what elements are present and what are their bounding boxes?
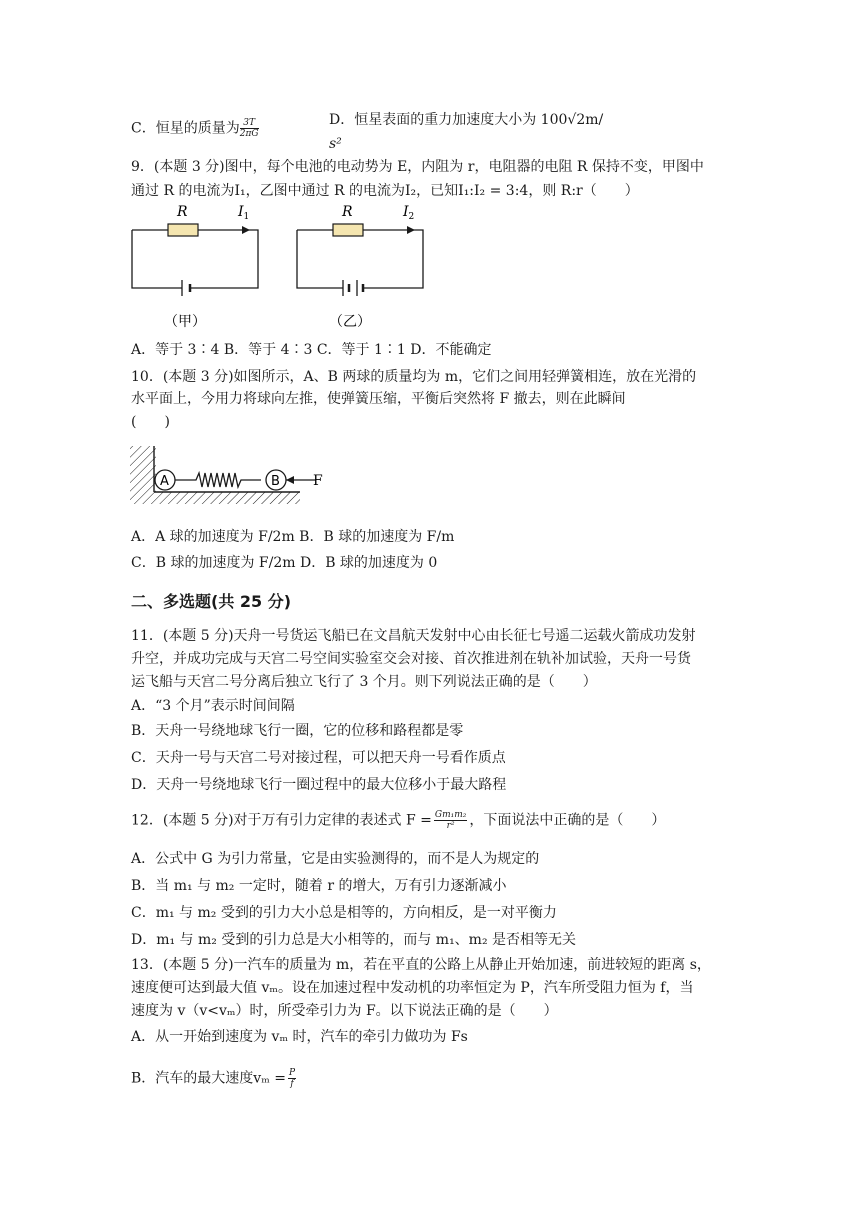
- q10-ball-a-label: A: [160, 474, 169, 489]
- q10-stem-line1: 10．(本题 3 分)如图所示，A、B 两球的质量均为 m，它们之间用轻弹簧相连，放在光滑的: [131, 369, 697, 385]
- q13-option-b-denominator: f: [290, 1079, 294, 1089]
- q9-jia-caption: （甲）: [164, 314, 206, 330]
- q9-stem-line1: 9．(本题 3 分)图中，每个电池的电动势为 E，内阻为 r，电阻器的电阻 R 保持不变，甲图中: [131, 159, 704, 175]
- q10-stem-line2: 水平面上，今用力将球向左推，使弹簧压缩，平衡后突然将 F 撤去，则在此瞬间: [131, 391, 626, 407]
- q8-option-c: [131, 118, 259, 139]
- section-title-multiple-choice: 二、多选题(共 25 分): [131, 592, 292, 611]
- q10-force-label: F: [313, 473, 323, 489]
- q10-options-ab: A．A 球的加速度为 F/2m B．B 球的加速度为 F/m: [131, 529, 455, 545]
- q12-option-b: B．当 m₁ 与 m₂ 一定时，随着 r 的增大，万有引力逐渐减小: [131, 878, 507, 894]
- q11-option-a: A．“3 个月”表示时间间隔: [131, 698, 295, 714]
- q11-stem-line3: 运飞船与天宫二号分离后独立飞行了 3 个月。则下列说法正确的是（ ）: [131, 674, 597, 690]
- q13-stem-line1: 13．(本题 5 分)一汽车的质量为 m，若在平直的公路上从静止开始加速，前进较短的距离 s，: [131, 957, 711, 973]
- q9-yi-current-label: $I_2$: [403, 204, 415, 222]
- q9-yi-caption: （乙）: [329, 314, 371, 330]
- q12-formula-numerator: Gm₁m₂: [434, 810, 467, 820]
- q8-option-c-numerator: 3T: [240, 118, 259, 129]
- q13-option-b-numerator: P: [288, 1068, 296, 1078]
- q8-option-c-text: C．恒星的质量为: [131, 120, 240, 137]
- q13-stem-line3: 速度为 v（v<vₘ）时，所受牵引力为 F。以下说法正确的是（ ）: [131, 1003, 558, 1019]
- q12-option-c: C．m₁ 与 m₂ 受到的引力大小总是相等的，方向相反，是一对平衡力: [131, 905, 557, 921]
- q10-stem-line3: ( ): [131, 414, 170, 430]
- q9-options: A．等于 3∶4 B．等于 4∶3 C．等于 1∶1 D．不能确定: [131, 342, 492, 358]
- q12-option-a: A．公式中 G 为引力常量，它是由实验测得的，而不是人为规定的: [131, 851, 540, 867]
- q13-option-a: A．从一开始到速度为 vₘ 时，汽车的牵引力做功为 Fs: [131, 1029, 468, 1045]
- q12-formula-denominator: r²: [446, 821, 455, 831]
- q13-option-b-pre: B．汽车的最大速度vₘ =: [131, 1070, 286, 1087]
- q11-stem-line1: 11．(本题 5 分)天舟一号货运飞船已在文昌航天发射中心由长征七号遥二运载火箭成功发射: [131, 628, 696, 644]
- q8-option-c-fraction: [240, 118, 259, 139]
- q10-ball-b-label: B: [271, 474, 280, 489]
- q12-option-d: D．m₁ 与 m₂ 受到的引力总是大小相等的，而与 m₁、m₂ 是否相等无关: [131, 932, 577, 948]
- q10-options-cd: C．B 球的加速度为 F/2m D．B 球的加速度为 0: [131, 555, 438, 571]
- q9-yi-resistor-label: R: [342, 204, 353, 220]
- q13-stem-line2: 速度便可达到最大值 vₘ。设在加速过程中发动机的功率恒定为 P，汽车所受阻力恒为 f，当: [131, 980, 694, 996]
- q10-spring-figure: [126, 444, 336, 506]
- q9-jia-current-label: $I_1$: [238, 204, 250, 222]
- q11-stem-line2: 升空，并成功完成与天宫二号空间实验室交会对接、首次推进剂在轨补加试验，天舟一号货: [131, 651, 691, 667]
- q11-option-c: C．天舟一号与天宫二号对接过程，可以把天舟一号看作质点: [131, 750, 506, 766]
- q9-circuit-yi: [291, 200, 431, 340]
- q12-stem-pre: 12．(本题 5 分)对于万有引力定律的表述式 F =: [131, 812, 432, 829]
- q8-option-c-denominator: 2πG: [239, 129, 259, 139]
- q11-option-b: B．天舟一号绕地球飞行一圈，它的位移和路程都是零: [131, 723, 464, 739]
- q13-option-b: [131, 1068, 296, 1089]
- q9-circuit-jia: [126, 200, 266, 340]
- q11-option-d: D．天舟一号绕地球飞行一圈过程中的最大位移小于最大路程: [131, 777, 507, 793]
- q8-option-d: D．恒星表面的重力加速度大小为 100√2m/: [329, 112, 604, 128]
- q12-stem: [131, 810, 665, 831]
- q9-stem-line2: 通过 R 的电流为I₁，乙图中通过 R 的电流为I₂，已知I₁:I₂ = 3:4，则 R:r（ ）: [131, 183, 639, 199]
- q8-option-d-wrap: s²: [329, 136, 342, 152]
- q12-stem-post: ，下面说法中正确的是（ ）: [469, 812, 666, 829]
- q12-formula-fraction: [434, 810, 467, 831]
- q9-jia-resistor-label: R: [177, 204, 188, 220]
- q13-option-b-fraction: [288, 1068, 296, 1089]
